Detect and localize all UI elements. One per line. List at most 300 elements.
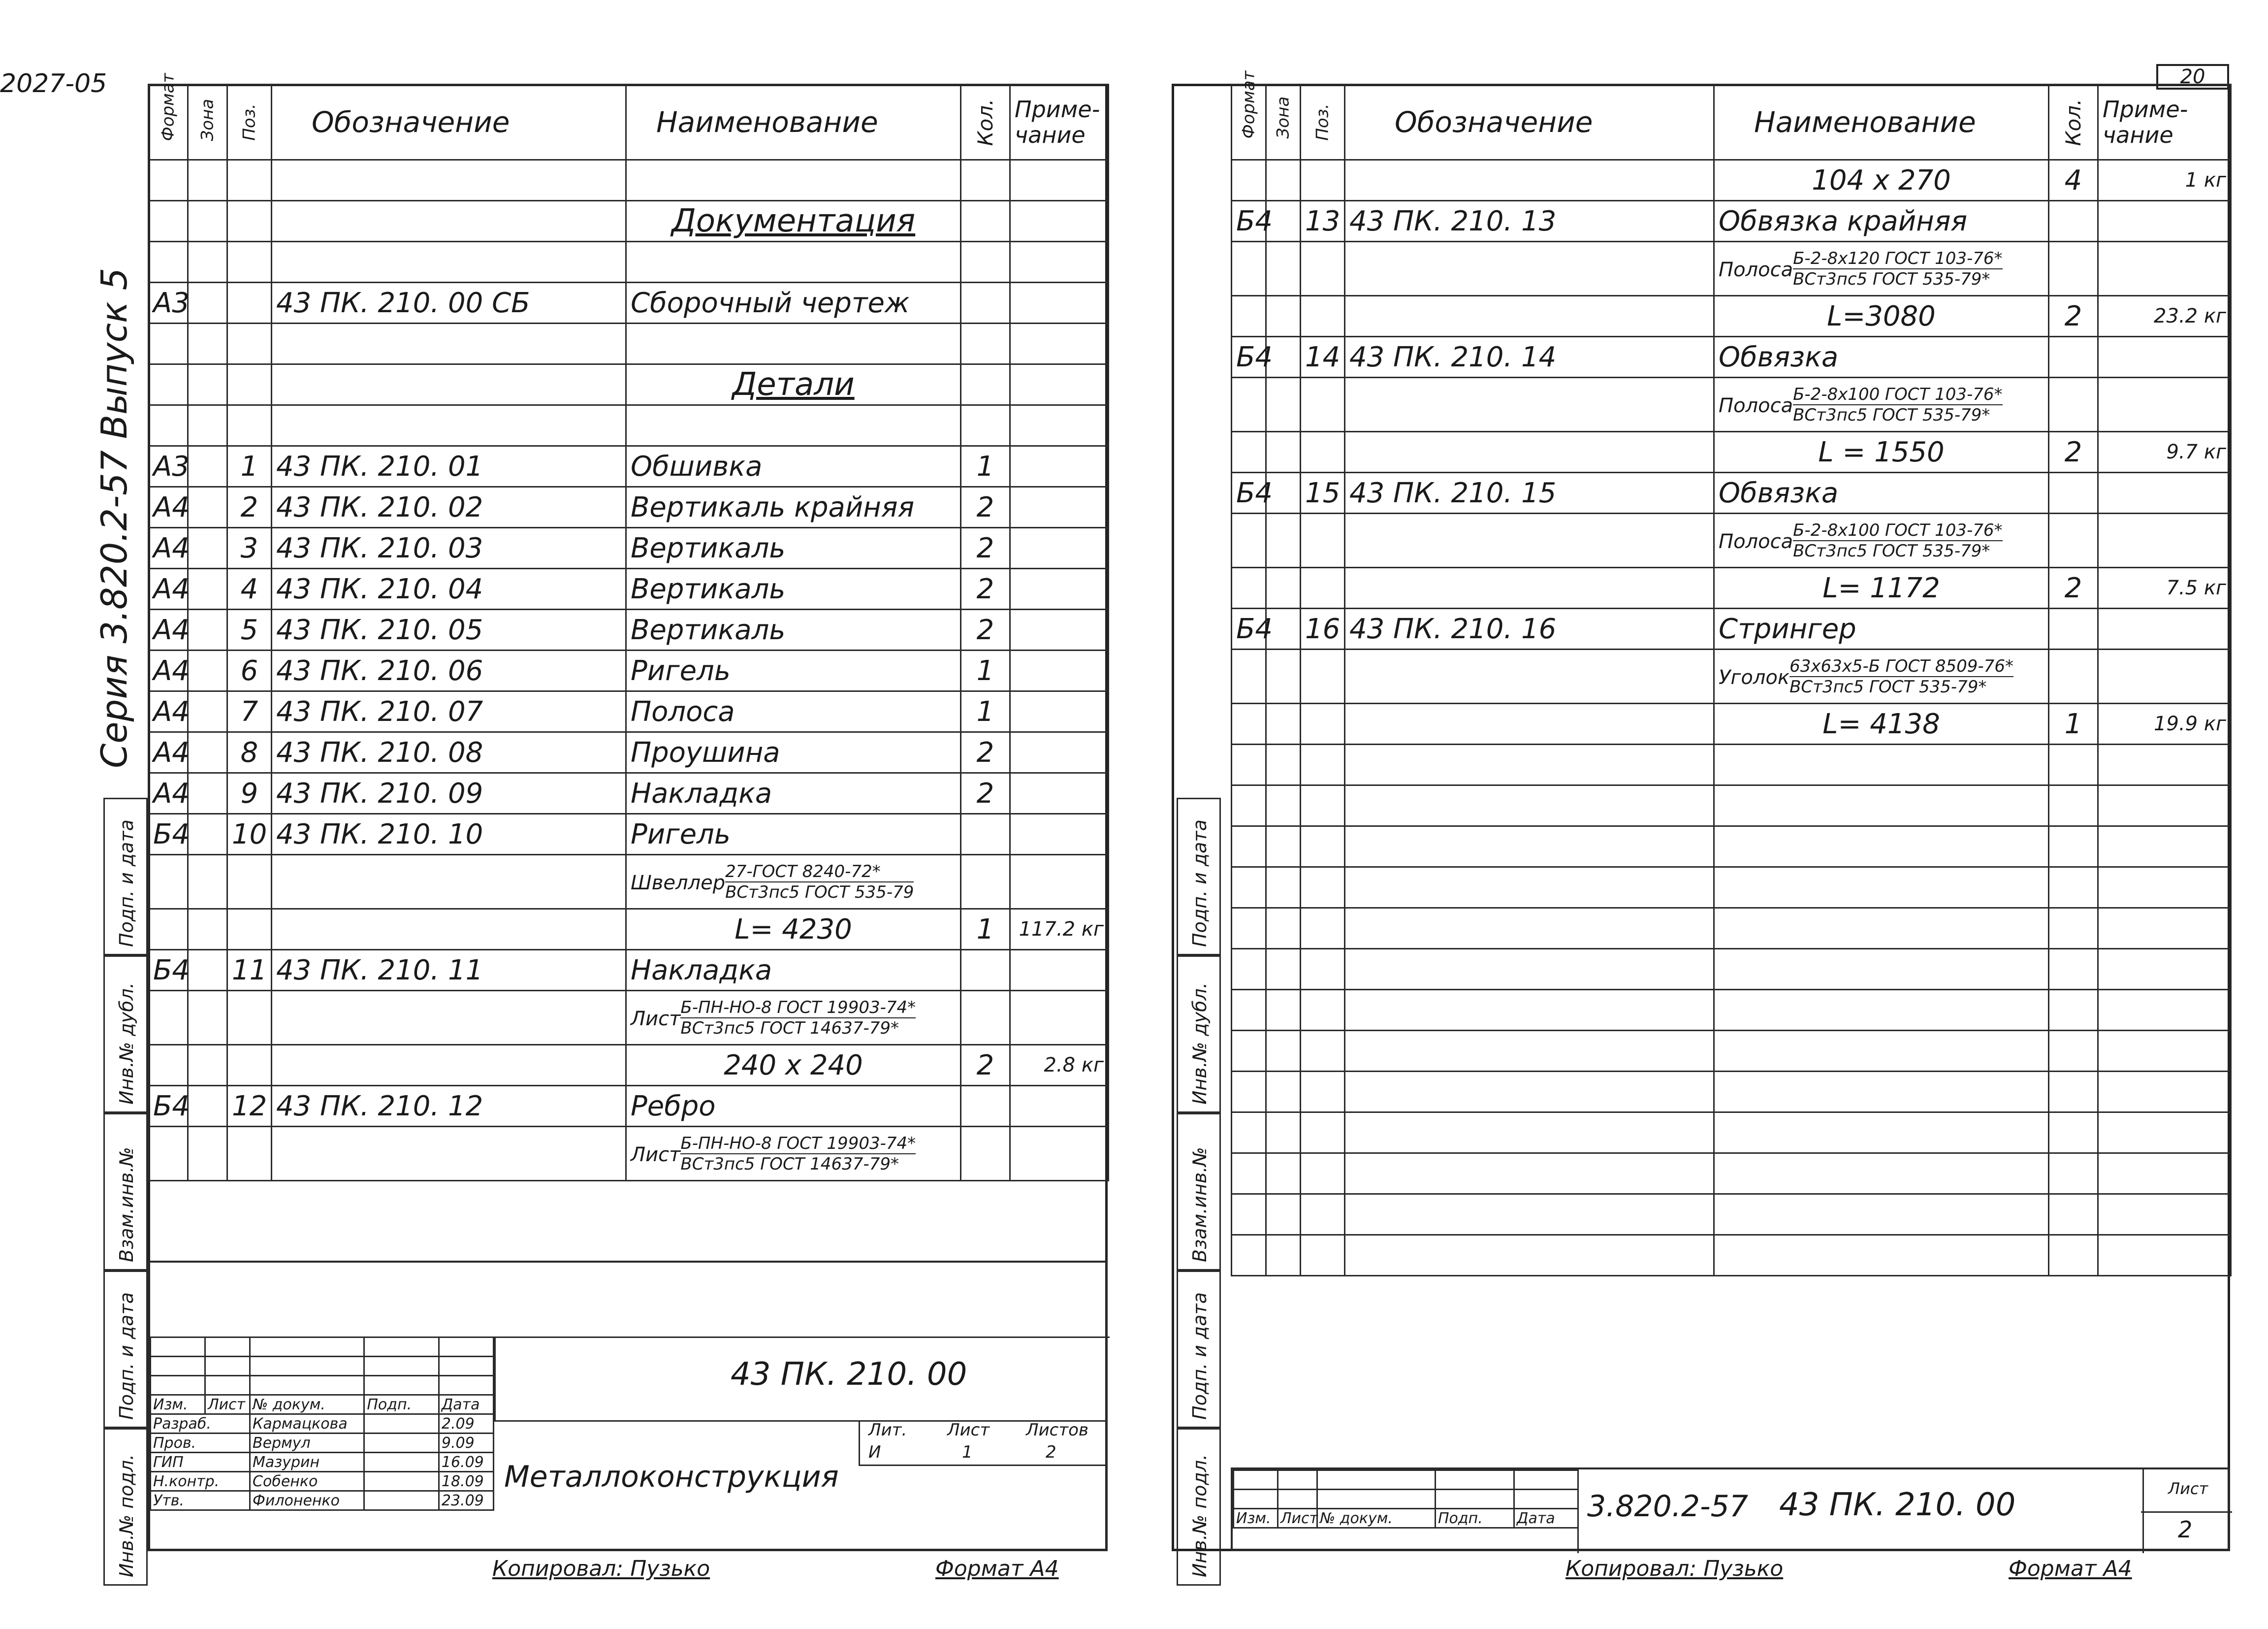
signature-cell — [250, 1357, 364, 1376]
side-label-box — [103, 1428, 148, 1586]
zone-cell — [188, 487, 227, 528]
note-cell — [2098, 826, 2231, 867]
format-cell — [149, 1045, 188, 1086]
name-cell — [1714, 1235, 2049, 1276]
name-cell: Вертикаль — [626, 610, 961, 651]
table-row — [1232, 296, 2231, 337]
signature-cell — [364, 1337, 439, 1357]
designation-cell — [272, 991, 626, 1045]
name-cell: Вертикаль — [626, 569, 961, 610]
designation-cell — [1345, 432, 1714, 473]
zone-cell — [1266, 1031, 1301, 1072]
col-qty: Кол. — [961, 85, 1010, 160]
material-fraction — [680, 1134, 916, 1174]
zone-cell — [188, 691, 227, 732]
table-row — [149, 1045, 1109, 1086]
pos-cell — [1301, 949, 1345, 990]
qty-cell: 1 — [961, 446, 1010, 487]
right-footer-format: Формат А4 — [2009, 1556, 2132, 1581]
note-cell — [1010, 991, 1109, 1045]
sign-cell — [364, 1453, 439, 1472]
table-row — [149, 991, 1109, 1045]
left-spec-table — [148, 73, 1109, 1181]
qty-cell: 2 — [961, 528, 1010, 569]
designation-cell: 43 ПК. 210. 14 — [1345, 337, 1714, 378]
table-row — [1232, 609, 2231, 650]
table-row — [149, 610, 1109, 651]
qty-cell — [2049, 990, 2098, 1031]
left-title: Металлоконструкция — [504, 1460, 839, 1494]
name-cell: 104 x 270 — [1714, 160, 2049, 201]
qty-cell — [961, 201, 1010, 242]
signature-row — [151, 1357, 494, 1376]
note-cell — [1010, 1086, 1109, 1127]
name-cell: Накладка — [626, 950, 961, 991]
qty-cell — [961, 283, 1010, 324]
qty-cell: 1 — [961, 651, 1010, 691]
pos-cell: 6 — [227, 651, 272, 691]
qty-cell: 1 — [961, 691, 1010, 732]
table-row — [149, 528, 1109, 569]
qty-cell — [2049, 785, 2098, 826]
side-label: Инв.№ подл. — [1189, 1454, 1211, 1577]
zone-cell — [188, 773, 227, 814]
signature-cell — [250, 1337, 364, 1357]
zone-cell — [188, 855, 227, 909]
zone-cell — [188, 364, 227, 405]
name-cell — [1714, 1112, 2049, 1153]
note-cell — [1010, 242, 1109, 283]
pos-cell: 4 — [227, 569, 272, 610]
material-spec: Б-2-8x100 ГОСТ 103-76* — [1793, 384, 2003, 404]
material-grade: ВСт3пс5 ГОСТ 535-79* — [1789, 677, 1987, 697]
zone-cell — [188, 201, 227, 242]
role-cell: ГИП — [151, 1453, 250, 1472]
zone-cell — [188, 950, 227, 991]
zone-cell — [188, 405, 227, 446]
format-cell — [1232, 1112, 1266, 1153]
pos-cell — [1301, 867, 1345, 908]
table-row — [149, 569, 1109, 610]
pos-cell — [1301, 160, 1345, 201]
format-cell — [149, 201, 188, 242]
right-spec-table — [1231, 70, 2232, 1276]
format-cell — [149, 242, 188, 283]
right-signature-grid — [1233, 1469, 1579, 1529]
sign-cell — [364, 1414, 439, 1434]
zone-cell — [1266, 514, 1301, 568]
table-row — [149, 405, 1109, 446]
table-row — [1232, 949, 2231, 990]
table-row — [149, 1086, 1109, 1127]
signature-row — [151, 1434, 494, 1453]
designation-cell — [1345, 160, 1714, 201]
signature-row — [151, 1472, 494, 1491]
pos-cell — [1301, 1153, 1345, 1194]
note-cell — [2098, 1153, 2231, 1194]
pos-cell — [227, 991, 272, 1045]
note-cell — [1010, 364, 1109, 405]
designation-cell: 43 ПК. 210. 08 — [272, 732, 626, 773]
qty-cell — [961, 364, 1010, 405]
pos-cell: 10 — [227, 814, 272, 855]
designation-cell — [1345, 949, 1714, 990]
qty-cell: 2 — [2049, 568, 2098, 609]
table-row — [1232, 1153, 2231, 1194]
zone-cell — [1266, 1112, 1301, 1153]
name-cell — [1714, 1194, 2049, 1235]
name-cell — [626, 242, 961, 283]
qty-cell — [2049, 1153, 2098, 1194]
zone-cell — [188, 651, 227, 691]
note-cell — [2098, 1235, 2231, 1276]
zone-cell — [188, 1127, 227, 1181]
qty-cell — [961, 1086, 1010, 1127]
qty-cell — [961, 950, 1010, 991]
table-row — [149, 651, 1109, 691]
format-cell — [149, 324, 188, 364]
name-cell — [1714, 867, 2049, 908]
zone-cell — [188, 1086, 227, 1127]
side-label-box — [103, 1271, 148, 1428]
col-name: Наименование — [1714, 85, 2049, 160]
material-grade: ВСт3пс5 ГОСТ 535-79* — [1793, 269, 1990, 289]
note-cell — [2098, 609, 2231, 650]
format-cell — [1232, 1235, 1266, 1276]
sign-cell — [364, 1472, 439, 1491]
signature-cell — [364, 1376, 439, 1395]
designation-cell: 43 ПК. 210. 06 — [272, 651, 626, 691]
qty-cell — [2049, 650, 2098, 704]
format-cell: Б4 — [1232, 609, 1266, 650]
qty-cell: 2 — [961, 1045, 1010, 1086]
pos-cell — [1301, 242, 1345, 296]
material-spec: 27-ГОСТ 8240-72* — [725, 862, 914, 882]
designation-cell — [1345, 867, 1714, 908]
right-footer-copied: Копировал: Пузько — [1565, 1556, 1784, 1581]
table-row — [1232, 745, 2231, 785]
side-label: Инв.№ дубл. — [116, 982, 137, 1105]
signature-cell — [1436, 1490, 1514, 1509]
qty-cell: 2 — [2049, 432, 2098, 473]
signature-row — [151, 1414, 494, 1434]
signature-cell — [205, 1357, 250, 1376]
signature-row — [151, 1491, 494, 1510]
name-cell — [626, 405, 961, 446]
sheet-value: 1 — [962, 1442, 973, 1462]
table-row — [1232, 242, 2231, 296]
note-cell: 117.2 кг — [1010, 909, 1109, 950]
note-cell — [1010, 651, 1109, 691]
designation-cell: 43 ПК. 210. 03 — [272, 528, 626, 569]
signature-cell — [1234, 1470, 1278, 1490]
signature-head: Дата — [1514, 1509, 1578, 1528]
left-footer-copied: Копировал: Пузько — [492, 1556, 710, 1581]
pos-cell — [1301, 1235, 1345, 1276]
format-cell: Б4 — [149, 814, 188, 855]
designation-cell — [1345, 1072, 1714, 1112]
qty-cell: 2 — [961, 773, 1010, 814]
right-doc-code: 43 ПК. 210. 00 — [1779, 1487, 2016, 1523]
designation-cell: 43 ПК. 210. 00 СБ — [272, 283, 626, 324]
note-cell — [2098, 1072, 2231, 1112]
format-cell: Б4 — [1232, 201, 1266, 242]
right-sheet-label: Лист — [2168, 1479, 2208, 1498]
note-cell: 19.9 кг — [2098, 704, 2231, 745]
right-sheet-value: 2 — [2178, 1516, 2193, 1543]
format-cell — [1232, 650, 1266, 704]
table-row — [1232, 201, 2231, 242]
format-cell — [149, 364, 188, 405]
qty-cell — [961, 814, 1010, 855]
name-cell: Стрингер — [1714, 609, 2049, 650]
note-cell — [1010, 569, 1109, 610]
zone-cell — [1266, 826, 1301, 867]
pos-cell: 11 — [227, 950, 272, 991]
zone-cell — [1266, 1194, 1301, 1235]
note-cell — [1010, 1127, 1109, 1181]
designation-cell — [272, 909, 626, 950]
designation-cell — [1345, 704, 1714, 745]
zone-cell — [188, 569, 227, 610]
signature-cell — [1278, 1490, 1317, 1509]
qty-cell: 2 — [961, 487, 1010, 528]
sheet-number-top: 20 — [2156, 64, 2229, 90]
designation-cell — [272, 855, 626, 909]
signature-cell — [151, 1376, 205, 1395]
qty-cell — [961, 324, 1010, 364]
designation-cell: 43 ПК. 210. 02 — [272, 487, 626, 528]
person-cell: Вермул — [250, 1434, 364, 1453]
person-cell: Филоненко — [250, 1491, 364, 1510]
qty-cell — [961, 242, 1010, 283]
side-label-box — [103, 955, 148, 1113]
table-row — [149, 160, 1109, 201]
left-title-block — [148, 1261, 1108, 1551]
pos-cell — [1301, 378, 1345, 432]
zone-cell — [1266, 867, 1301, 908]
pos-cell — [1301, 990, 1345, 1031]
name-cell — [1714, 1031, 2049, 1072]
name-cell: 240 x 240 — [626, 1045, 961, 1086]
side-label-box — [1177, 1271, 1221, 1428]
pos-cell: 12 — [227, 1086, 272, 1127]
table-row — [1232, 1235, 2231, 1276]
signature-row — [1234, 1470, 1578, 1490]
format-cell — [1232, 296, 1266, 337]
signature-row — [151, 1376, 494, 1395]
note-cell — [1010, 160, 1109, 201]
signature-cell — [250, 1376, 364, 1395]
signature-cell — [439, 1376, 493, 1395]
col-zone: Зона — [188, 85, 227, 160]
pos-cell — [227, 909, 272, 950]
pos-cell — [1301, 1072, 1345, 1112]
table-row — [149, 691, 1109, 732]
designation-cell — [1345, 242, 1714, 296]
pos-cell — [227, 855, 272, 909]
designation-cell — [272, 405, 626, 446]
designation-cell — [1345, 990, 1714, 1031]
designation-cell: 43 ПК. 210. 07 — [272, 691, 626, 732]
name-cell: Накладка — [626, 773, 961, 814]
material-prefix: Лист — [631, 1143, 681, 1166]
zone-cell — [188, 909, 227, 950]
qty-cell — [2049, 609, 2098, 650]
lit-value: И — [868, 1442, 881, 1462]
designation-cell — [1345, 745, 1714, 785]
format-cell — [1232, 990, 1266, 1031]
zone-cell — [1266, 432, 1301, 473]
zone-cell — [188, 446, 227, 487]
name-cell — [1714, 990, 2049, 1031]
pos-cell: 9 — [227, 773, 272, 814]
format-cell: Б4 — [1232, 337, 1266, 378]
col-qty: Кол. — [2049, 85, 2098, 160]
note-cell — [2098, 785, 2231, 826]
zone-cell — [188, 528, 227, 569]
designation-cell — [1345, 1153, 1714, 1194]
qty-cell: 1 — [961, 909, 1010, 950]
qty-cell: 2 — [961, 732, 1010, 773]
person-cell: Кармацкова — [250, 1414, 364, 1434]
pos-cell — [1301, 704, 1345, 745]
qty-cell — [2049, 337, 2098, 378]
name-cell: L= 1172 — [1714, 568, 2049, 609]
name-cell: Ребро — [626, 1086, 961, 1127]
designation-cell: 43 ПК. 210. 15 — [1345, 473, 1714, 514]
zone-cell — [188, 324, 227, 364]
note-cell — [1010, 283, 1109, 324]
left-footer-format: Формат А4 — [935, 1556, 1059, 1581]
name-cell — [1714, 1153, 2049, 1194]
material-fraction — [1793, 521, 2002, 561]
signature-cell — [1317, 1490, 1436, 1509]
table-row — [1232, 1031, 2231, 1072]
pos-cell — [1301, 826, 1345, 867]
material-fraction — [1793, 385, 2002, 425]
note-cell — [1010, 814, 1109, 855]
qty-cell — [2049, 867, 2098, 908]
name-cell — [1714, 242, 2049, 296]
qty-cell: 2 — [2049, 296, 2098, 337]
pos-cell — [1301, 650, 1345, 704]
designation-cell: 43 ПК. 210. 09 — [272, 773, 626, 814]
format-cell — [149, 909, 188, 950]
zone-cell — [188, 242, 227, 283]
designation-cell — [1345, 785, 1714, 826]
note-cell: 7.5 кг — [2098, 568, 2231, 609]
note-cell — [1010, 950, 1109, 991]
table-row — [149, 242, 1109, 283]
zone-cell — [188, 991, 227, 1045]
note-cell — [2098, 514, 2231, 568]
format-cell: А4 — [149, 569, 188, 610]
table-row — [149, 364, 1109, 405]
pos-cell: 7 — [227, 691, 272, 732]
zone-cell — [188, 814, 227, 855]
name-cell: L= 4230 — [626, 909, 961, 950]
zone-cell — [188, 1045, 227, 1086]
designation-cell: 43 ПК. 210. 13 — [1345, 201, 1714, 242]
pos-cell — [227, 283, 272, 324]
col-format: Формат — [149, 85, 188, 160]
side-label-box — [1177, 798, 1221, 955]
signature-head: Дата — [439, 1395, 493, 1414]
side-label: Взам.инв.№ — [1189, 1147, 1211, 1262]
side-label-box — [1177, 1113, 1221, 1271]
signature-cell — [205, 1337, 250, 1357]
note-cell: 9.7 кг — [2098, 432, 2231, 473]
format-cell — [1232, 908, 1266, 949]
side-label: Инв.№ подл. — [116, 1454, 137, 1577]
qty-cell — [2049, 378, 2098, 432]
designation-cell — [272, 364, 626, 405]
note-cell — [1010, 773, 1109, 814]
sheets-label: Листов — [1026, 1420, 1089, 1440]
note-cell — [2098, 242, 2231, 296]
format-cell — [149, 991, 188, 1045]
name-cell — [1714, 650, 2049, 704]
signature-cell — [151, 1337, 205, 1357]
format-cell — [1232, 704, 1266, 745]
zone-cell — [1266, 990, 1301, 1031]
designation-cell: 43 ПК. 210. 11 — [272, 950, 626, 991]
format-cell: А4 — [149, 773, 188, 814]
zone-cell — [1266, 296, 1301, 337]
qty-cell — [2049, 1031, 2098, 1072]
right-series-code: 3.820.2-57 — [1587, 1489, 1749, 1524]
name-cell: Вертикаль — [626, 528, 961, 569]
name-cell — [1714, 908, 2049, 949]
signature-head: Изм. — [1234, 1509, 1278, 1528]
format-cell: А4 — [149, 487, 188, 528]
designation-cell — [1345, 1194, 1714, 1235]
pos-cell: 14 — [1301, 337, 1345, 378]
qty-cell — [2049, 826, 2098, 867]
format-cell: А4 — [149, 610, 188, 651]
side-label: Подп. и дата — [1189, 819, 1211, 947]
qty-cell — [2049, 514, 2098, 568]
side-label-box — [103, 798, 148, 955]
material-fraction — [1793, 249, 2002, 289]
material-grade: ВСт3пс5 ГОСТ 14637-79* — [680, 1154, 899, 1174]
name-cell — [626, 160, 961, 201]
signature-cell — [1278, 1470, 1317, 1490]
signature-head: Подп. — [364, 1395, 439, 1414]
name-cell: Документация — [626, 201, 961, 242]
corner-number: 2027-05 — [0, 69, 107, 98]
material-grade: ВСт3пс5 ГОСТ 535-79* — [1793, 405, 1990, 425]
designation-cell: 43 ПК. 210. 04 — [272, 569, 626, 610]
side-label: Подп. и дата — [116, 819, 137, 947]
zone-cell — [1266, 378, 1301, 432]
signature-cell — [1436, 1470, 1514, 1490]
note-cell — [1010, 487, 1109, 528]
note-cell — [2098, 473, 2231, 514]
name-cell — [1714, 745, 2049, 785]
name-cell — [626, 1127, 961, 1181]
note-cell — [1010, 324, 1109, 364]
material-fraction — [680, 998, 916, 1038]
qty-cell: 2 — [961, 569, 1010, 610]
table-row — [149, 950, 1109, 991]
note-cell — [2098, 650, 2231, 704]
material-prefix: Полоса — [1719, 530, 1793, 553]
table-row — [1232, 785, 2231, 826]
qty-cell — [2049, 242, 2098, 296]
note-cell — [1010, 855, 1109, 909]
